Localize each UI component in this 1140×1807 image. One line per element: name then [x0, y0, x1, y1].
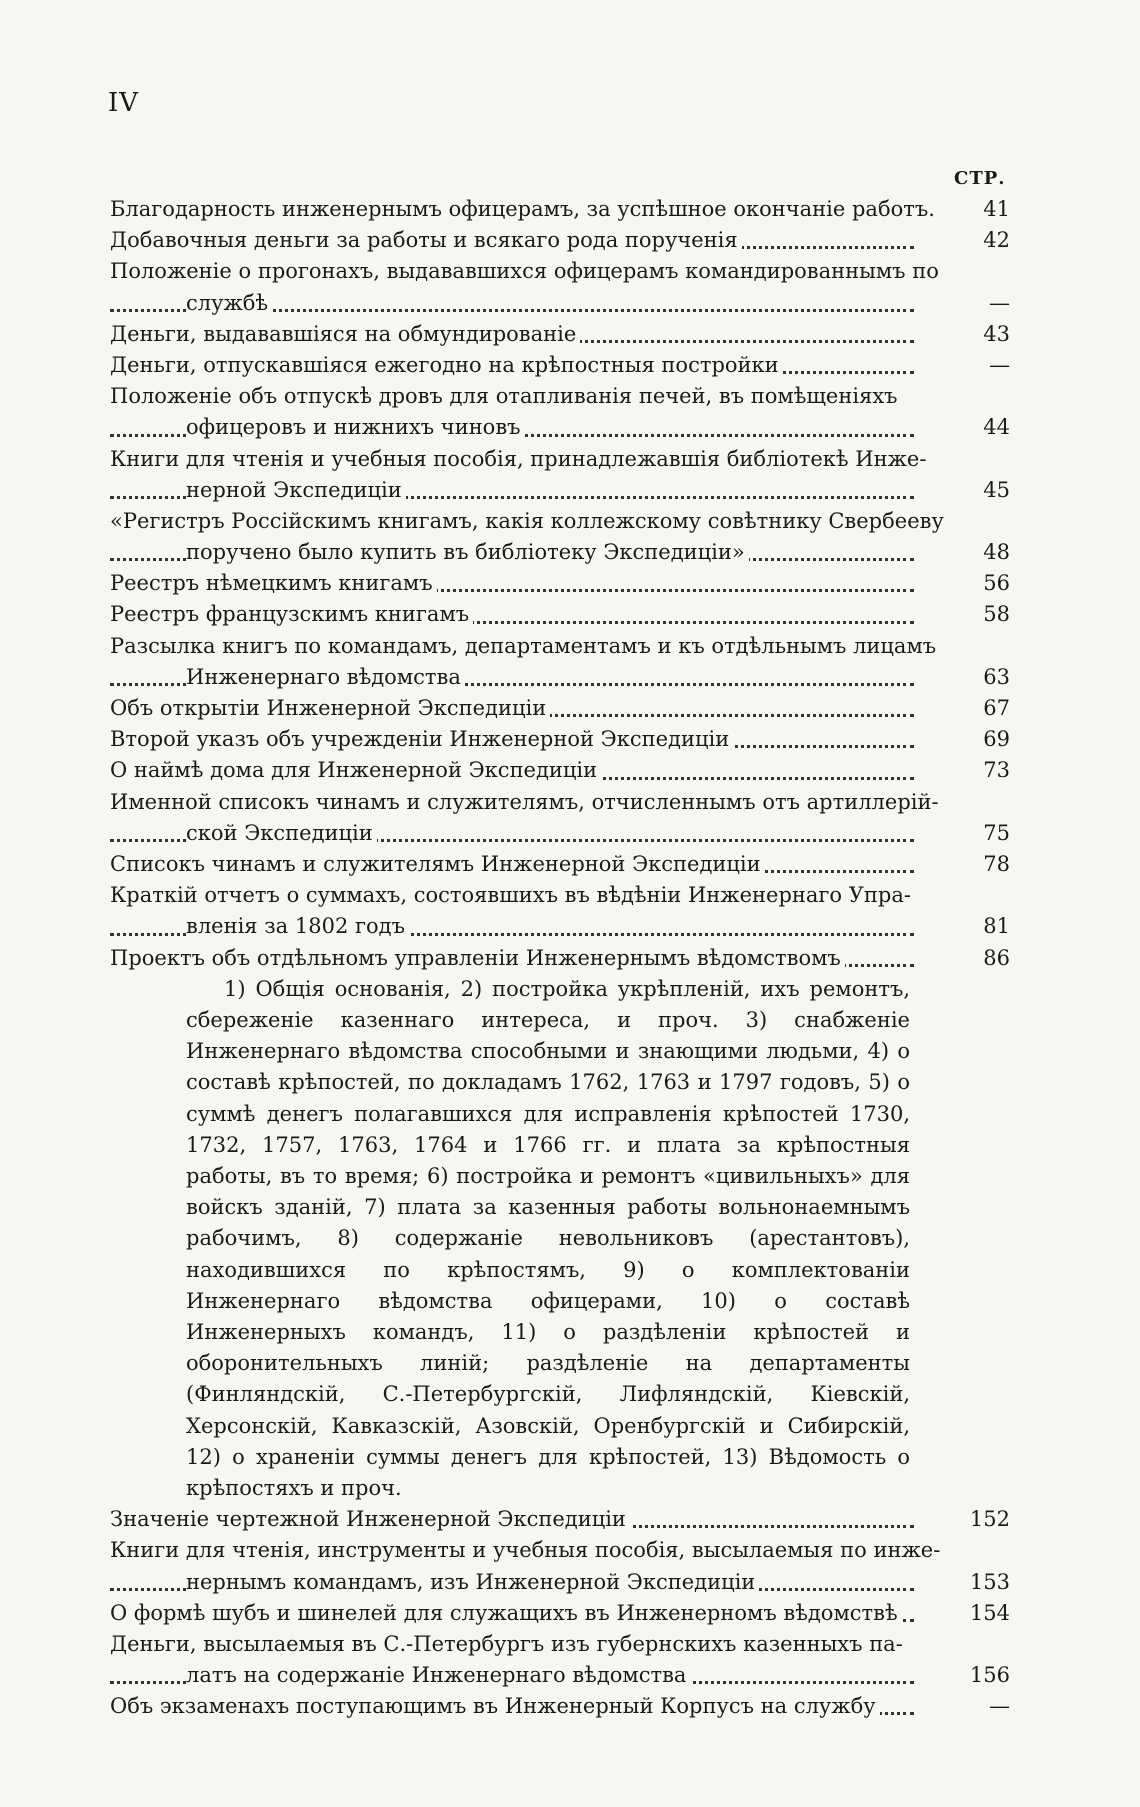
toc-page-number: 152 [969, 1507, 1010, 1532]
toc-page-number: — [989, 290, 1010, 315]
page-number: IV [108, 88, 140, 118]
toc-entry-title: Книги для чтенія и учебныя пособія, принадлежавшія библіотекѣ Инже- [110, 447, 930, 471]
toc-entry-line [110, 943, 1010, 974]
toc-entry-line [110, 381, 1010, 412]
toc-entry-title: О наймѣ дома для Инженерной Экспедиціи [110, 758, 601, 782]
toc-entry-title: Именной списокъ чинамъ и служителямъ, отчисленнымъ отъ артиллерій- [110, 790, 943, 814]
toc-entry [110, 943, 1010, 974]
toc-entry [110, 631, 1010, 693]
toc-entry-title: латъ на содержаніе Инженернаго вѣдомства [186, 1663, 690, 1687]
toc-entry-title: поручено было купить въ библіотеку Экспедиціи» [186, 540, 749, 564]
toc-entry-title: Проектъ объ отдѣльномъ управленіи Инженернымъ вѣдомствомъ [110, 946, 845, 970]
toc-entry [110, 1691, 1010, 1722]
toc-entry-title: Положеніе о прогонахъ, выдававшихся офицерамъ командированнымъ по [110, 259, 943, 283]
toc-entry-title: Деньги, выдававшіяся на обмундированіе [110, 322, 580, 346]
toc-entry-title: нерной Экспедиціи [186, 478, 406, 502]
toc-entry-line [110, 1567, 1010, 1598]
toc-entry-title: офицеровъ и нижнихъ чиновъ [186, 415, 525, 439]
toc-entry-title: «Регистръ Россійскимъ книгамъ, какія коллежскому совѣтнику Свербееву [110, 509, 948, 533]
toc-page-number: 75 [983, 820, 1010, 845]
toc-page-number: 58 [983, 602, 1010, 627]
toc-page-number: 48 [983, 540, 1010, 565]
toc-entry-line [110, 537, 1010, 568]
toc-page-number: 78 [983, 851, 1010, 876]
toc-entry [110, 1598, 1010, 1629]
project-description: 1) Общія основанія, 2) постройка укрѣпленій, ихъ ремонтъ, сбереженіе казеннаго интереса, и проч. 3) снабженіе Инженернаго вѣдомства способными и знающими людьми, 4) о составѣ крѣпостей, по докладамъ 1762, 1763 и 1797 годовъ, 5) о суммѣ денегъ полагавшихся для исправленія крѣпостей 1730, 1732, 1757, 1763, 1764 и 1766 гг. и плата за крѣпостныя работы, въ то время; 6) постройка и ремонтъ «цивильныхъ» для войскъ зданій, 7) плата за казенныя работы вольнонаемнымъ рабочимъ, 8) содержаніе невольниковъ (арестантовъ), находившихся по крѣпостямъ, 9) о комплектованіи Инженернаго вѣдомства офицерами, 10) о составѣ Инженерныхъ командъ, 11) о раздѣленіи крѣпостей и оборонительныхъ линій; раздѣленіе на департаменты (Финляндскій, С.-Петербургскій, Лифляндскій, Кіевскій, Херсонскій, Кавказскій, Азовскій, Оренбургскій и Сибирскій, 12) о храненіи суммы денегъ для крѣпостей, 13) Вѣдомость о крѣпостяхъ и проч. [186, 976, 910, 1500]
toc-entry-line [110, 225, 1010, 256]
toc-entry-title: Списокъ чинамъ и служителямъ Инженерной Экспедиціи [110, 852, 765, 876]
toc-entry [110, 693, 1010, 724]
toc-entry-line [110, 724, 1010, 755]
toc-page-number: 153 [969, 1569, 1010, 1594]
toc-page-number: 67 [983, 696, 1010, 720]
toc-entry-line [110, 599, 1010, 630]
toc-entry-title: Разсылка книгъ по командамъ, департаментамъ и къ отдѣльнымъ лицамъ [110, 634, 940, 658]
toc-entry-line [110, 755, 1010, 786]
toc-entry [110, 350, 1010, 381]
toc-page-number: 156 [969, 1663, 1010, 1688]
toc-page-number: 69 [983, 727, 1010, 752]
toc-page-number: — [989, 1694, 1010, 1719]
toc-entry-title: Положеніе объ отпускѣ дровъ для отапливанія печей, въ помѣщеніяхъ [110, 384, 902, 408]
toc-entry-line [110, 256, 1010, 287]
toc-entry-title: О формѣ шубъ и шинелей для служащихъ въ Инженерномъ вѣдомствѣ [110, 1601, 902, 1625]
toc-page-number: 63 [983, 664, 1010, 689]
toc-entry-title: вленія за 1802 годъ [186, 914, 409, 938]
toc-entry-line [110, 880, 1010, 911]
toc-entry-line [110, 631, 1010, 662]
toc-entry-title: Добавочныя деньги за работы и всякаго рода порученія [110, 228, 742, 252]
toc-entry [110, 194, 1010, 225]
toc-entry-title: Деньги, высылаемыя въ С.-Петербургъ изъ губернскихъ казенныхъ па- [110, 1632, 907, 1656]
toc-entry-line [110, 818, 1010, 849]
toc-entry-line [110, 412, 1010, 443]
toc-page-number: 43 [983, 321, 1010, 346]
toc-page-number: 154 [969, 1600, 1010, 1625]
toc-entry [110, 1535, 1010, 1597]
toc-entry [110, 225, 1010, 256]
toc-entry [110, 319, 1010, 350]
toc-entry-title: Благодарность инженернымъ офицерамъ, за успѣшное окончаніе работъ. [110, 197, 939, 221]
toc-page-number: 41 [983, 197, 1010, 221]
toc-entry [110, 599, 1010, 630]
toc-entry-line [110, 288, 1010, 319]
toc-page-number: 81 [983, 914, 1010, 939]
toc-entry-line [110, 787, 1010, 818]
toc-entry-line [110, 444, 1010, 475]
toc-entry [110, 1504, 1010, 1535]
toc-entry-line [110, 1535, 1010, 1566]
toc-entry [110, 787, 1010, 849]
toc-entry [110, 381, 1010, 443]
toc-entry-line [110, 1629, 1010, 1660]
toc-entry-line [110, 1691, 1010, 1722]
toc-entry-title: Инженернаго вѣдомства [186, 665, 465, 689]
toc-entry-title: Реестръ французскимъ книгамъ [110, 602, 473, 626]
toc-entry-line [110, 849, 1010, 880]
toc-entry-line [110, 350, 1010, 381]
toc-entry-line [110, 194, 1010, 225]
toc-page-number: 73 [983, 758, 1010, 783]
toc-entry [110, 444, 1010, 506]
toc-entry-title: нернымъ командамъ, изъ Инженерной Экспедиціи [186, 1570, 759, 1594]
toc-page-number: 45 [983, 477, 1010, 502]
toc-entry [110, 1629, 1010, 1691]
toc-entry-title: ской Экспедиціи [186, 821, 377, 845]
toc-entry-line [110, 568, 1010, 599]
toc-entry-title: Значеніе чертежной Инженерной Экспедиціи [110, 1507, 630, 1531]
toc-entry-title: Второй указъ объ учрежденіи Инженерной Экспедиціи [110, 727, 733, 751]
toc-entry-line [110, 475, 1010, 506]
toc-entry-title: Объ открытіи Инженерной Экспедиціи [110, 696, 550, 720]
toc-entry [110, 568, 1010, 599]
toc-entry-title: Краткій отчетъ о суммахъ, состоявшихъ въ вѣдѣніи Инженернаго Упра- [110, 883, 915, 907]
toc-entry-line [110, 1660, 1010, 1691]
toc-entry-title: Объ экзаменахъ поступающимъ въ Инженерный Корпусъ на службу [110, 1694, 880, 1718]
toc-page-number: — [989, 352, 1010, 377]
toc-entry [110, 256, 1010, 318]
toc-entry-line [110, 1598, 1010, 1629]
toc-entry-line [110, 693, 1010, 724]
toc-entry-title: Реестръ нѣмецкимъ книгамъ [110, 571, 437, 595]
toc-entry-line [110, 319, 1010, 350]
toc-page-number: 56 [983, 571, 1010, 596]
toc-entry [110, 849, 1010, 880]
toc-entry [110, 724, 1010, 755]
page-column-header: СТР. [954, 168, 1006, 189]
toc-entry [110, 880, 1010, 942]
toc-entry-line [110, 662, 1010, 693]
toc-page-number: 42 [983, 228, 1010, 253]
toc-entry-line [110, 506, 1010, 537]
toc-entry-title: Книги для чтенія, инструменты и учебныя пособія, высылаемыя по инже- [110, 1538, 944, 1562]
toc-page-number: 86 [983, 945, 1010, 970]
toc-entry-title: Деньги, отпускавшіяся ежегодно на крѣпостныя постройки [110, 353, 783, 377]
toc-entry-title: службѣ [186, 291, 272, 315]
toc-entry [110, 506, 1010, 568]
table-of-contents [110, 194, 1010, 1722]
toc-entry [110, 755, 1010, 786]
toc-entry-line [110, 911, 1010, 942]
toc-entry-line [110, 1504, 1010, 1535]
toc-page-number: 44 [983, 415, 1010, 440]
